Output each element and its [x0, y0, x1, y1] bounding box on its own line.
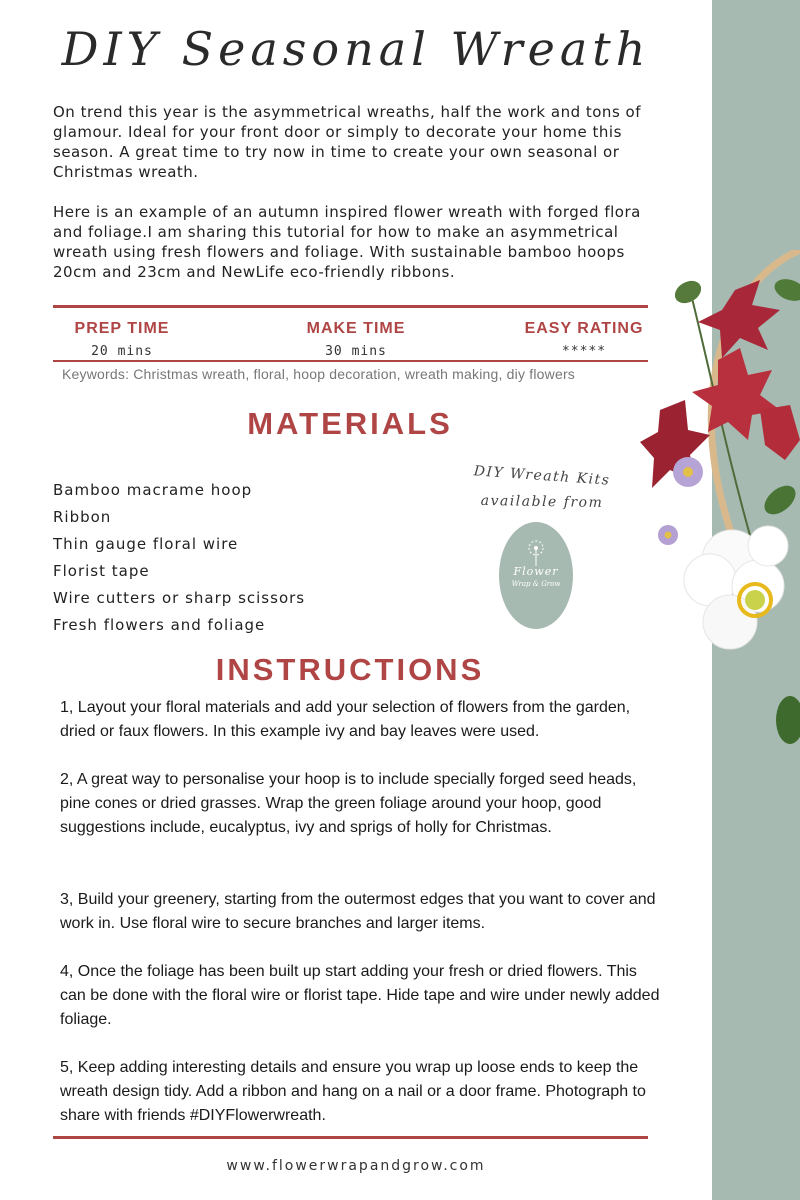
logo-brand-line-1: Flower — [513, 565, 559, 578]
make-time-label: MAKE TIME — [306, 320, 406, 337]
page-title: DIY Seasonal Wreath — [61, 22, 651, 76]
floral-wreath-image — [640, 250, 800, 770]
red-autumn-leaf — [760, 405, 800, 460]
white-anemone — [684, 526, 788, 649]
flower-wrap-grow-logo — [499, 522, 573, 629]
keywords-line: Keywords: Christmas wreath, floral, hoop decoration, wreath making, diy flowers — [62, 366, 576, 382]
easy-rating-label: EASY RATING — [524, 320, 644, 337]
intro-paragraph-2: Here is an example of an autumn inspired flower wreath with forged flora and foliage.I am sharing this tutorial for how to make an asymmetrical wreath using fresh flowers and foliage. With sustainable bamboo hoops 20cm and 23cm and NewLife eco-friendly ribbons. — [53, 203, 641, 281]
footer-website-link[interactable]: www.flowerwrapandgrow.com — [226, 1158, 486, 1174]
instruction-step-4: 4, Once the foliage has been built up start adding your fresh or dried flowers. This can be done with the floral wire or florist tape. Hide tape and wire under newly added foliage. — [60, 963, 660, 1028]
divider-middle — [53, 360, 648, 362]
wreath-kits-note — [462, 463, 622, 515]
easy-rating-stat — [512, 320, 656, 359]
materials-heading: MATERIALS — [247, 406, 453, 441]
make-time-stat — [290, 320, 422, 359]
list-item: Florist tape — [53, 562, 150, 580]
instruction-step-5: 5, Keep adding interesting details and ensure you wrap up loose ends to keep the wreath design tidy. Add a ribbon and hang on a nail or a door frame. Photograph to share with friends #DIYFlowerwreath. — [60, 1059, 646, 1124]
green-leaf — [776, 696, 800, 744]
instruction-step-3: 3, Build your greenery, starting from the outermost edges that you want to cover and work in. Use floral wire to secure branches and larger items. — [60, 891, 656, 932]
list-item: Bamboo macrame hoop — [53, 481, 253, 499]
green-leaf — [759, 480, 800, 520]
prep-time-value: 20 mins — [91, 344, 153, 359]
prep-time-label: PREP TIME — [74, 320, 170, 337]
instruction-step-1: 1, Layout your floral materials and add your selection of flowers from the garden, dried or faux flowers. In this example ivy and bay leaves were used. — [60, 699, 631, 740]
intro-paragraph-1: On trend this year is the asymmetrical wreaths, half the work and tons of glamour. Ideal for your front door or simply to decorate your home this season. A great time to try now in time to create your own seasonal or Christmas wreath. — [53, 103, 641, 181]
divider-top — [53, 305, 648, 308]
purple-aster — [658, 525, 678, 545]
instructions-heading: INSTRUCTIONS — [215, 652, 485, 687]
red-autumn-leaf — [698, 280, 780, 358]
green-leaf — [671, 276, 705, 307]
list-item: Fresh flowers and foliage — [53, 616, 266, 634]
materials-list — [53, 479, 305, 641]
wreath-kits-line-1: DIY Wreath Kits — [473, 463, 611, 489]
wreath-kits-line-2: available from — [480, 492, 604, 512]
make-time-value: 30 mins — [325, 344, 387, 359]
list-item: Ribbon — [53, 508, 112, 526]
easy-rating-value: ***** — [561, 344, 607, 359]
list-item: Thin gauge floral wire — [53, 535, 239, 553]
prep-time-stat — [60, 320, 184, 359]
purple-aster — [673, 457, 703, 487]
green-leaf — [772, 275, 800, 305]
list-item: Wire cutters or sharp scissors — [53, 589, 306, 607]
logo-brand-line-2: Wrap & Grow — [511, 580, 561, 588]
instruction-step-2: 2, A great way to personalise your hoop is to include specially forged seed heads, pine cones or dried grasses. Wrap the green foliage around your hoop, good suggestions include, eucalyptus, ivy and sprigs of holly for Christmas. — [60, 771, 637, 836]
dandelion-icon — [523, 538, 549, 566]
divider-bottom — [53, 1136, 648, 1139]
